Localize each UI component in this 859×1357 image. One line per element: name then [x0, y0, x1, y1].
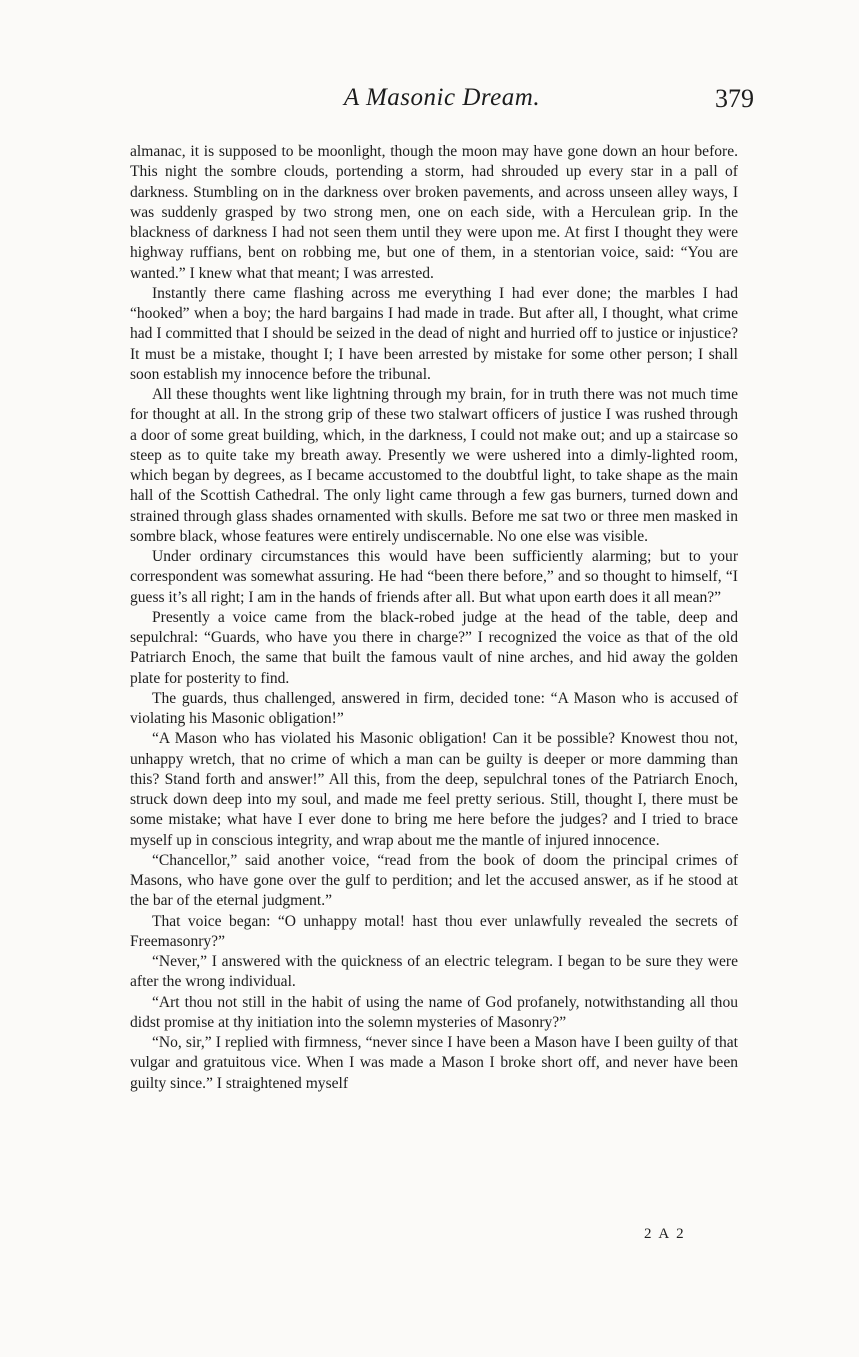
paragraph: “A Mason who has violated his Masonic obligation! Can it be possible? Knowest thou not, unhappy wretch, that no crime of which a man can be guilty is deeper or more damming than this? Stand forth and answer!” All this, from the deep, sepulchral tones of the Patriarch Enoch, struck down deep into my soul, and made me feel pretty serious. Still, thought I, there must be some mistake; what have I ever done to bring me here before the judges? and I tried to brace myself up in conscious integrity, and wrap about me the mantle of injured innocence.: [130, 730, 738, 849]
paragraph: All these thoughts went like lightning through my brain, for in truth there was not much time for thought at all. In the strong grip of these two stalwart officers of justice I was rushed through a door of some great building, which, in the darkness, I could not make out; and up a staircase so steep as to quite take my breath away. Presently we were ushered into a dimly-lighted room, which began by degrees, as I became accustomed to the doubtful light, to take shape as the main hall of the Scottish Cathedral. The only light came through a few gas burners, turned down and strained through glass shades ornamented with skulls. Before me sat two or three men masked in sombre black, whose features were entirely undiscernable. No one else was visible.: [130, 386, 738, 545]
paragraph: “No, sir,” I replied with firmness, “never since I have been a Mason have I been guilty of that vulgar and gratuitous vice. When I was made a Mason I broke short off, and never have been guilty since.” I straightened myself: [130, 1034, 738, 1092]
paragraph: “Chancellor,” said another voice, “read from the book of doom the principal crimes of Masons, who have gone over the gulf to perdition; and let the accused answer, as if he stood at the bar of the eternal judgment.”: [130, 851, 738, 910]
signature-mark: 2 A 2: [644, 1226, 686, 1242]
paragraph: The guards, thus challenged, answered in firm, decided tone: “A Mason who is accused of violating his Masonic obligation!”: [130, 689, 738, 727]
paragraph: “Art thou not still in the habit of using the name of God profanely, notwithstanding all thou didst promise at thy initiation into the solemn mysteries of Masonry?”: [130, 993, 738, 1031]
paragraph: Instantly there came flashing across me everything I had ever done; the marbles I had “hooked” when a boy; the hard bargains I had made in trade. But after all, I thought, what crime had I committed that I should be seized in the dead of night and hurried off to justice or injustice? It must be a mistake, thought I; I have been arrested by mistake for some other person; I shall soon establish my innocence before the tribunal.: [130, 284, 738, 383]
page-title: A Masonic Dream.: [343, 84, 541, 111]
page-number: 379: [715, 84, 754, 113]
paragraph: almanac, it is supposed to be moonlight, though the moon may have gone down an hour before. This night the sombre clouds, portending a storm, had shrouded up every star in a pall of darkness. Stumbling on in the darkness over broken pavements, and across unseen alley ways, I was suddenly grasped by two strong men, one on each side, with a Herculean grip. In the blackness of darkness I had not seen them until they were upon me. At first I thought they were highway ruffians, bent on robbing me, but one of them, in a stentorian voice, said: “You are wanted.” I knew what that meant; I was arrested.: [130, 143, 738, 282]
paragraph: Under ordinary circumstances this would have been sufficiently alarming; but to your correspondent was somewhat assuring. He had “been there before,” and so thought to himself, “I guess it’s all right; I am in the hands of friends after all. But what upon earth does it all mean?”: [130, 548, 738, 606]
paragraph: Presently a voice came from the black-robed judge at the head of the table, deep and sepulchral: “Guards, who have you there in charge?” I recognized the voice as that of the old Patriarch Enoch, the same that built the famous vault of nine arches, and hid away the golden plate for posterity to find.: [130, 608, 738, 687]
running-head: [130, 84, 754, 124]
article-body: [130, 142, 738, 1094]
paragraph: “Never,” I answered with the quickness of an electric telegram. I began to be sure they were after the wrong individual.: [130, 953, 738, 991]
paragraph: That voice began: “O unhappy motal! hast thou ever unlawfully revealed the secrets of Freemasonry?”: [130, 912, 738, 950]
